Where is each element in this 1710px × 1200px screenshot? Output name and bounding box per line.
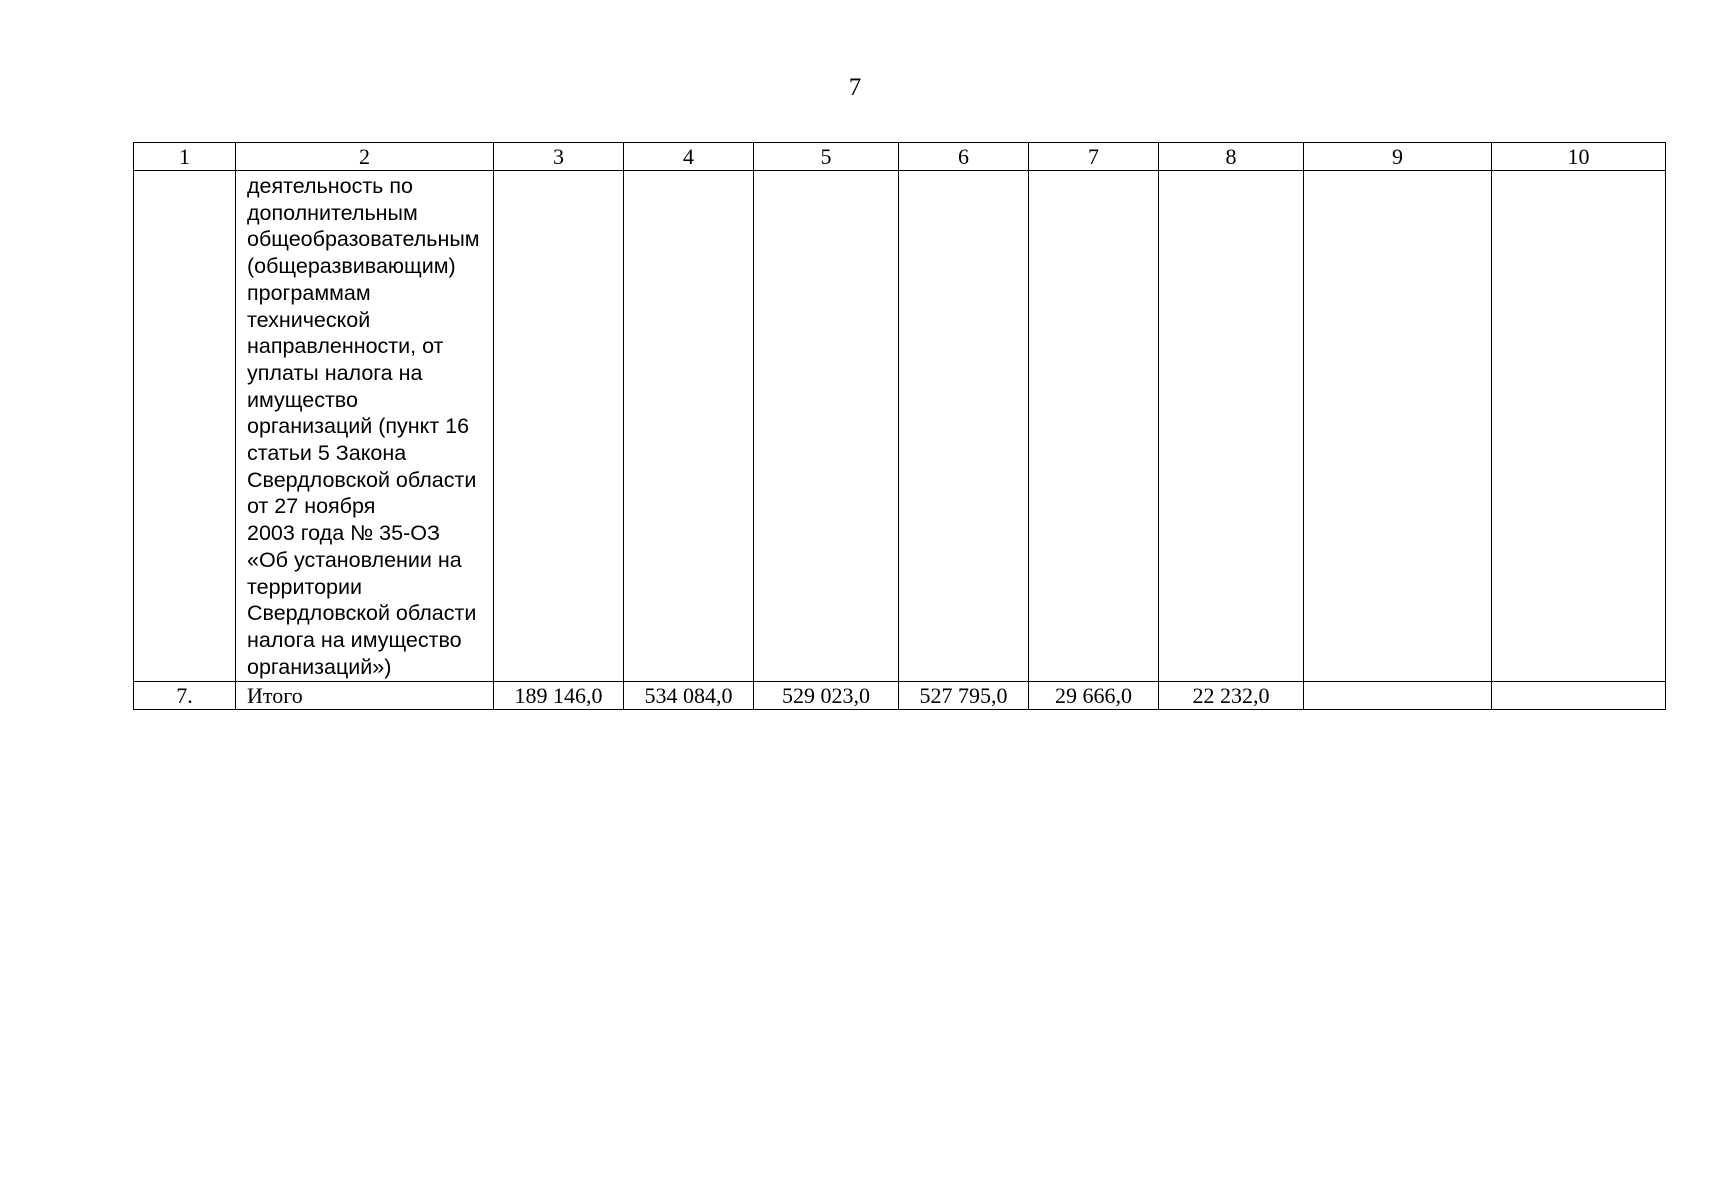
column-number-row — [134, 143, 1666, 171]
column-number-cell: 9 — [1304, 143, 1492, 171]
column-number-cell: 3 — [494, 143, 624, 171]
description-line: общеобразовательным — [247, 227, 480, 252]
column-number-cell: 4 — [624, 143, 754, 171]
table-cell — [1029, 171, 1159, 682]
column-number-cell: 7 — [1029, 143, 1159, 171]
table-cell — [1492, 171, 1666, 682]
total-value-cell — [1304, 682, 1492, 710]
description-line: направленности, от — [247, 334, 444, 359]
total-value-cell: 189 146,0 — [494, 682, 624, 710]
table-cell — [134, 171, 236, 682]
total-value-cell: 534 084,0 — [624, 682, 754, 710]
total-row-number: 7. — [134, 682, 236, 710]
description-line: технической — [247, 307, 371, 332]
description-line: организаций (пункт 16 — [247, 414, 470, 439]
table-cell — [624, 171, 754, 682]
column-number-cell: 2 — [236, 143, 494, 171]
column-number-cell: 8 — [1159, 143, 1304, 171]
description-line: территории — [247, 574, 363, 599]
description-line: налога на имущество — [247, 627, 462, 652]
page-number: 7 — [848, 74, 862, 101]
description-line: программам — [247, 280, 371, 305]
total-value-cell — [1492, 682, 1666, 710]
description-cell — [236, 171, 494, 682]
total-value-cell: 527 795,0 — [899, 682, 1029, 710]
total-value-cell: 22 232,0 — [1159, 682, 1304, 710]
description-line: 2003 года № 35-ОЗ — [247, 521, 440, 546]
description-line: (общеразвивающим) — [247, 254, 456, 279]
table-cell — [1159, 171, 1304, 682]
total-row-label: Итого — [236, 682, 494, 710]
data-table — [133, 142, 1666, 710]
description-line: статьи 5 Закона — [247, 441, 407, 466]
description-line: организаций») — [247, 654, 392, 679]
column-number-cell: 5 — [754, 143, 899, 171]
table-cell — [899, 171, 1029, 682]
description-line: Свердловской области — [247, 467, 477, 492]
description-line: дополнительным — [247, 200, 418, 225]
column-number-cell: 10 — [1492, 143, 1666, 171]
total-value-cell: 529 023,0 — [754, 682, 899, 710]
description-line: «Об установлении на — [247, 547, 462, 572]
column-number-cell: 1 — [134, 143, 236, 171]
table-cell — [1304, 171, 1492, 682]
description-line: имущество — [247, 387, 358, 412]
description-line: деятельность по — [247, 174, 413, 198]
table-cell — [494, 171, 624, 682]
table-cell — [754, 171, 899, 682]
total-value-cell: 29 666,0 — [1029, 682, 1159, 710]
description-line: уплаты налога на — [247, 360, 423, 385]
description-line: от 27 ноября — [247, 494, 376, 519]
description-line: Свердловской области — [247, 601, 477, 626]
table-row — [134, 171, 1666, 682]
column-number-cell: 6 — [899, 143, 1029, 171]
total-row — [134, 682, 1666, 710]
